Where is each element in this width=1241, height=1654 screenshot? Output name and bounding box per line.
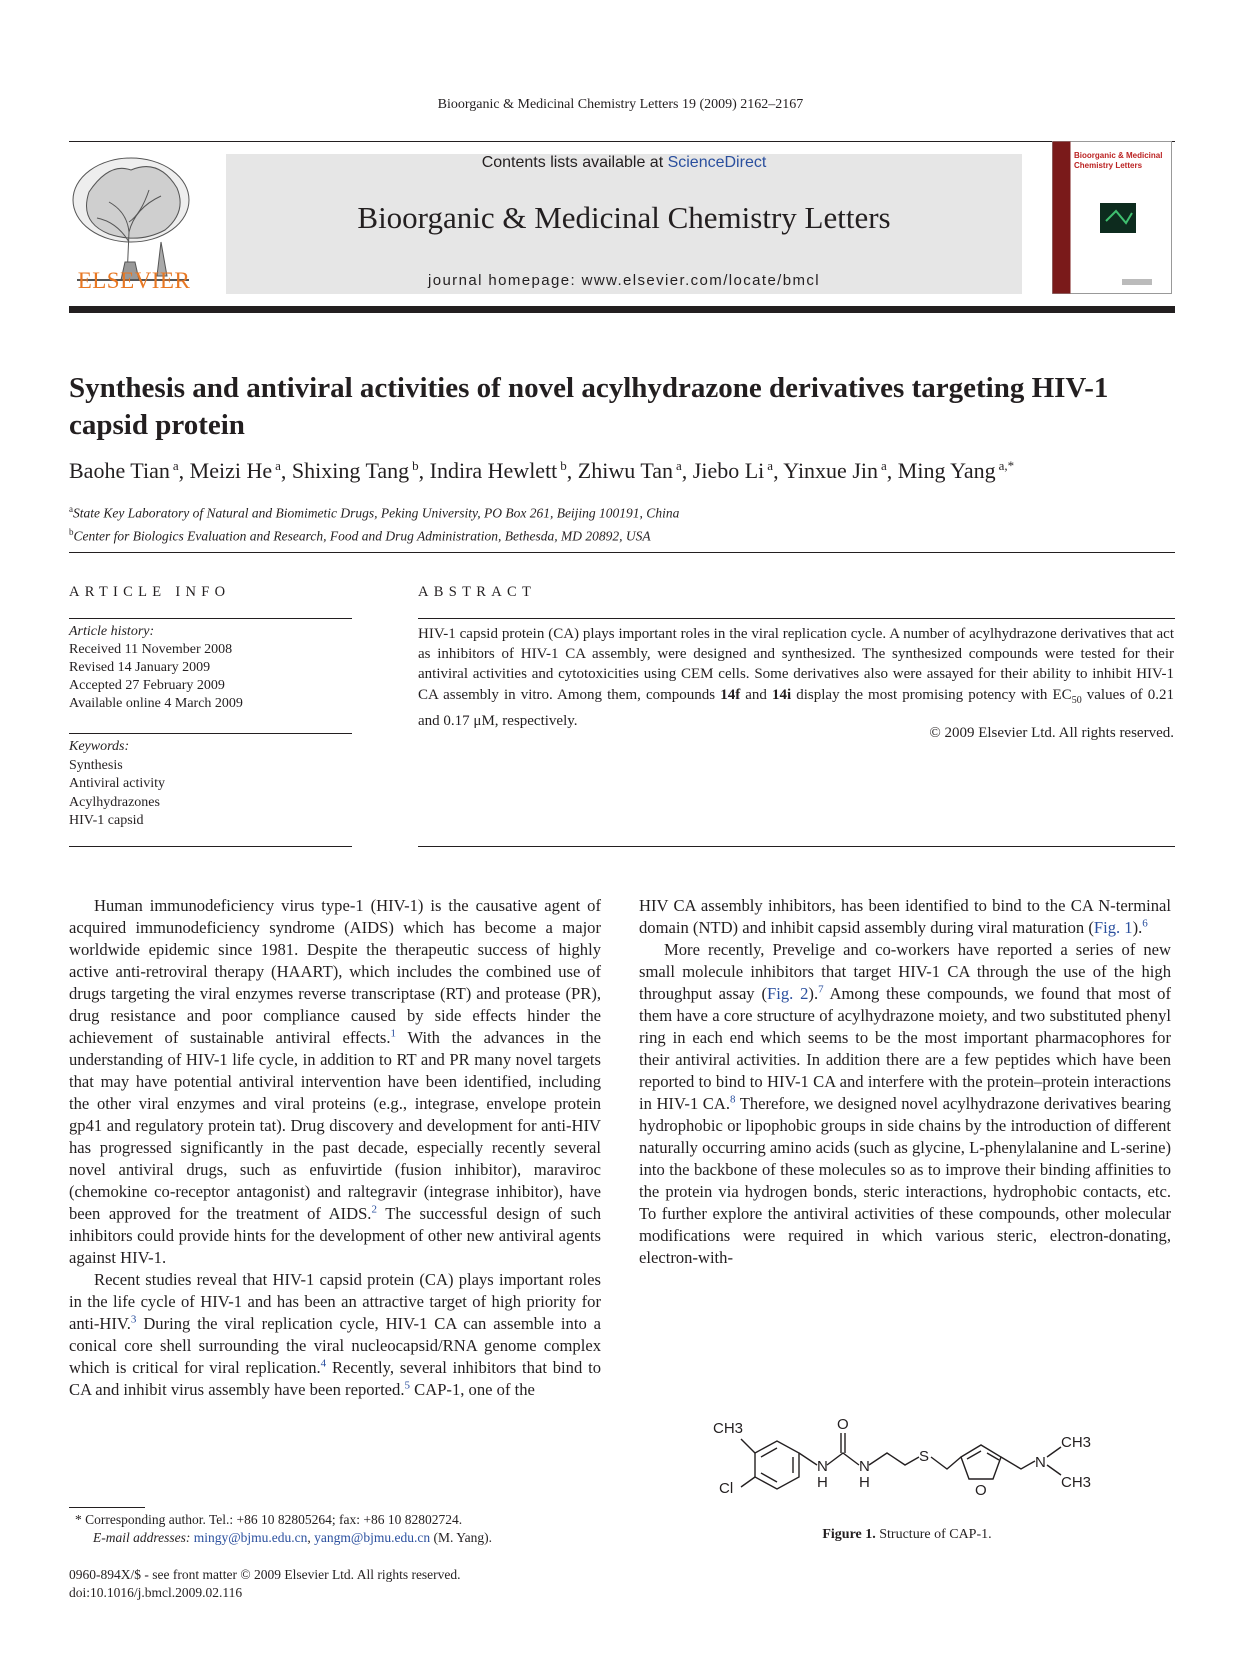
author-affiliation-mark: a <box>172 458 179 473</box>
keyword-item: Synthesis <box>69 757 123 773</box>
author-name[interactable]: Yinxue Jin $^a$ <box>783 458 887 484</box>
cap1-structure-diagram <box>705 1413 1135 1523</box>
author-affiliation-mark: a <box>275 458 281 473</box>
figure-2-link[interactable]: Fig. 2 <box>766 984 809 1003</box>
abstract-heading: ABSTRACT <box>418 584 537 600</box>
atom-h2: H <box>859 1474 870 1491</box>
author-name[interactable]: Ming Yang $^{a,*}$ <box>897 458 1015 484</box>
author-affiliation-mark: b <box>412 458 419 473</box>
article-info-rule-mid <box>69 733 352 734</box>
compound-14f: 14f <box>720 686 741 703</box>
reference-link[interactable]: 2 <box>371 1203 377 1216</box>
header-top-rule <box>69 141 1175 142</box>
article-title: Synthesis and antiviral activities of novel acylhydrazone derivatives targeting HIV-1 capsid protein <box>69 372 1109 441</box>
keywords-label: Keywords: <box>69 739 130 754</box>
abstract-rule-bottom <box>418 846 1175 847</box>
atom-s: S <box>919 1448 930 1465</box>
journal-banner <box>226 154 1022 294</box>
sciencedirect-link[interactable]: ScienceDirect <box>667 154 767 171</box>
atom-ch3-a: CH3 <box>1061 1434 1092 1451</box>
author-affiliation-mark: a <box>767 458 774 473</box>
atom-h1: H <box>817 1474 828 1491</box>
article-info-rule-bottom <box>69 846 352 847</box>
compound-14i: 14i <box>772 686 792 703</box>
footnote-rule <box>69 1507 145 1508</box>
author-list: Baohe Tian $^a$, Meizi He $^a$, Shixing Tang $^b$, Indira Hewlett $^b$, Zhiwu Tan $^a$, Jiebo Li $^a$, Yinxue Jin $^a$, Ming Yang $^{a,*}$ <box>69 458 1015 484</box>
body-paragraph: Human immunodeficiency virus type-1 (HIV-1) is the causative agent of acquired immunodeficiency syndrome (AIDS) which has become a major worldwide epidemic since 1981. Despite the therapeutic success of highly active anti-retroviral therapy (HAART), which includes the combined use of drugs targeting the viral enzymes reverse transcriptase (RT) and protease (PR), drug resistance and poor compliance caused by side effects hinder the achievement of sustainable antiviral effects.$^1$ With the advances in the understanding of HIV-1 life cycle, in addition to RT and PR many novel targets that may have potential antiviral intervention have been identified, including the other viral enzymes and viral proteins (e.g., integrase, envelope protein gp41 and regulatory protein tat). Drug discovery and development for anti-HIV has progressed significantly in the past decade, especially recently several novel antiviral drugs, such as enfuvirtide (fusion inhibitor), maraviroc (chemokine co-receptor antagonist) and raltegravir (integrase inhibitor), have been approved for the treatment of AIDS.$^2$ The successful design of such inhibitors could provide hints for the development of other new antiviral agents against HIV-1. <box>69 896 601 1267</box>
author-name[interactable]: Zhiwu Tan $^a$ <box>577 458 682 484</box>
issn-line: 0960-894X/$ - see front matter © 2009 Elsevier Ltd. All rights reserved. <box>69 1567 461 1582</box>
reference-link[interactable]: 6 <box>1142 917 1148 930</box>
reference-link[interactable]: 5 <box>404 1379 410 1392</box>
issn-doi-block <box>69 1566 609 1602</box>
reference-link[interactable]: 8 <box>729 1093 736 1106</box>
abstract-text: HIV-1 capsid protein (CA) plays important roles in the viral replication cycle. A number of acylhydrazone derivatives that act as inhibitors of HIV-1 CA assembly, were designed and synthesized. The synthesized compounds were tested for their antiviral activities and cytotoxicities using CEM cells. Some derivatives also were assayed for their ability to inhibit HIV-1 CA assembly in vitro. Among them, compounds 14f and 14i display the most promising potency with $EC_{50}$ values of 0.21 and 0.17 μM, respectively. <box>418 626 1174 729</box>
body-paragraph: Recent studies reveal that HIV-1 capsid protein (CA) plays important roles in the life cycle of HIV-1 and has been an attractive target of high priority for anti-HIV.$^3$ During the viral replication cycle, HIV-1 CA can assemble into a conical core shell surrounding the viral nucleocapsid/RNA genome complex which is critical for viral replication.$^4$ Recently, several inhibitors that bind to CA and inhibit virus assembly have been reported.$^5$ CAP-1, one of the <box>69 1270 601 1399</box>
figure-1-caption: Figure 1. Structure of CAP-1. <box>822 1527 992 1542</box>
online-date: Available online 4 March 2009 <box>69 696 243 711</box>
journal-cover-thumbnail <box>1052 141 1172 294</box>
keyword-item: Antiviral activity <box>69 776 166 791</box>
history-label: Article history: <box>69 624 155 639</box>
accepted-date: Accepted 27 February 2009 <box>69 678 225 693</box>
reference-link[interactable]: 7 <box>818 983 824 996</box>
abstract-rule-top <box>418 618 1175 619</box>
elsevier-logo <box>69 152 199 294</box>
email-link[interactable]: yangm@bjmu.edu.cn <box>314 1530 431 1545</box>
affiliation-b: $^b$Center for Biologics Evaluation and Research, Food and Drug Administration, Bethesda, MD 20892, USA <box>69 526 651 543</box>
author-affiliation-mark: a <box>881 458 887 473</box>
author-name[interactable]: Jiebo Li $^a$ <box>692 458 774 484</box>
doi-link[interactable]: doi:10.1016/j.bmcl.2009.02.116 <box>69 1585 243 1600</box>
article-history <box>69 623 359 713</box>
author-affiliation-mark: a,* <box>998 458 1015 473</box>
figure-1-link[interactable]: Fig. 1 <box>1093 918 1133 937</box>
affiliation-rule <box>69 552 1175 553</box>
publisher-logo-text: ELSEVIER <box>77 268 191 293</box>
reference-link[interactable]: 4 <box>320 1357 327 1370</box>
author-name[interactable]: Baohe Tian $^a$ <box>69 458 179 484</box>
received-date: Received 11 November 2008 <box>69 642 233 657</box>
email-link[interactable]: mingy@bjmu.edu.cn <box>193 1530 308 1545</box>
atom-cl: Cl <box>719 1480 734 1497</box>
reference-link[interactable]: 3 <box>130 1313 137 1326</box>
body-paragraph: HIV CA assembly inhibitors, has been identified to bind to the CA N-terminal domain (NTD) and inhibit capsid assembly during viral maturation (Fig. 1).$^6$ <box>639 896 1171 937</box>
author-affiliation-mark: a <box>676 458 682 473</box>
cover-title: Bioorganic & Medicinal Chemistry Letters <box>1074 151 1163 170</box>
atom-ch3-b: CH3 <box>1061 1474 1092 1491</box>
contents-prefix: Contents lists available at <box>481 154 668 171</box>
atom-o-carbonyl: O <box>837 1416 849 1433</box>
author-name[interactable]: Shixing Tang $^b$ <box>291 458 419 484</box>
article-info-heading: ARTICLE INFO <box>69 584 231 600</box>
atom-o-furan: O <box>975 1482 987 1499</box>
keyword-item: HIV-1 capsid <box>69 813 144 828</box>
atom-n1: N <box>817 1458 828 1475</box>
article-info-rule-top <box>69 618 352 619</box>
atom-n-amine: N <box>1035 1454 1046 1471</box>
revised-date: Revised 14 January 2009 <box>69 660 211 675</box>
affiliations <box>69 500 1169 545</box>
author-name[interactable]: Meizi He $^a$ <box>189 458 281 484</box>
body-left-column <box>69 895 601 1401</box>
header-thick-rule <box>69 306 1175 313</box>
journal-name: Bioorganic & Medicinal Chemistry Letters <box>357 200 891 235</box>
author-affiliation-mark: b <box>560 458 567 473</box>
reference-link[interactable]: 1 <box>390 1027 397 1040</box>
keyword-item: Acylhydrazones <box>69 794 160 810</box>
journal-citation: Bioorganic & Medicinal Chemistry Letters 19 (2009) 2162–2167 <box>437 97 804 112</box>
atom-ch3-top: CH3 <box>713 1420 744 1437</box>
atom-n2: N <box>859 1458 870 1475</box>
abstract-copyright: © 2009 Elsevier Ltd. All rights reserved. <box>929 725 1174 741</box>
body-paragraph: More recently, Prevelige and co-workers have reported a series of new small molecule inhibitors that target HIV-1 CA through the use of the high throughput assay (Fig. 2).$^7$ Among these compounds, we found that most of them have a core structure of acylhydrazone moiety, and two substituted phenyl ring in each end which seems to be the most important pharmacophores for their antiviral activities. In addition there are a few peptides which have been reported to bind to HIV-1 CA and interfere with the protein–protein interactions in HIV-1 CA.$^8$ Therefore, we designed novel acylhydrazone derivatives bearing hydrophobic or lipophobic groups in side chains by the introduction of different naturally occurring amino acids (such as glycine, L-phenylalanine and L-serine) into the backbone of these molecules so as to improve their binding affinities to the protein via hydrogen bonds, steric interactions, hydrophobic contacts, etc. To further explore the antiviral activities of these compounds, other molecular modifications were required in which various steric, electron-donating, electron-with- <box>639 940 1172 1267</box>
corresponding-author-footnote <box>69 1511 609 1547</box>
contents-line <box>226 154 1022 172</box>
corresponding-author-text: * Corresponding author. Tel.: +86 10 82805264; fax: +86 10 82802724. <box>75 1512 463 1527</box>
journal-homepage-link[interactable]: journal homepage: www.elsevier.com/locate/bmcl <box>427 272 821 289</box>
structure-bonds <box>741 1433 1061 1489</box>
author-name[interactable]: Indira Hewlett $^b$ <box>429 458 567 484</box>
keywords-block <box>69 738 359 831</box>
affiliation-a: $^a$State Key Laboratory of Natural and Biomimetic Drugs, Peking University, PO Box 261, Beijing 100191, China <box>69 504 680 521</box>
email-line: E-mail addresses: mingy@bjmu.edu.cn, yangm@bjmu.edu.cn (M. Yang). <box>93 1530 492 1545</box>
body-right-column <box>639 895 1171 1269</box>
